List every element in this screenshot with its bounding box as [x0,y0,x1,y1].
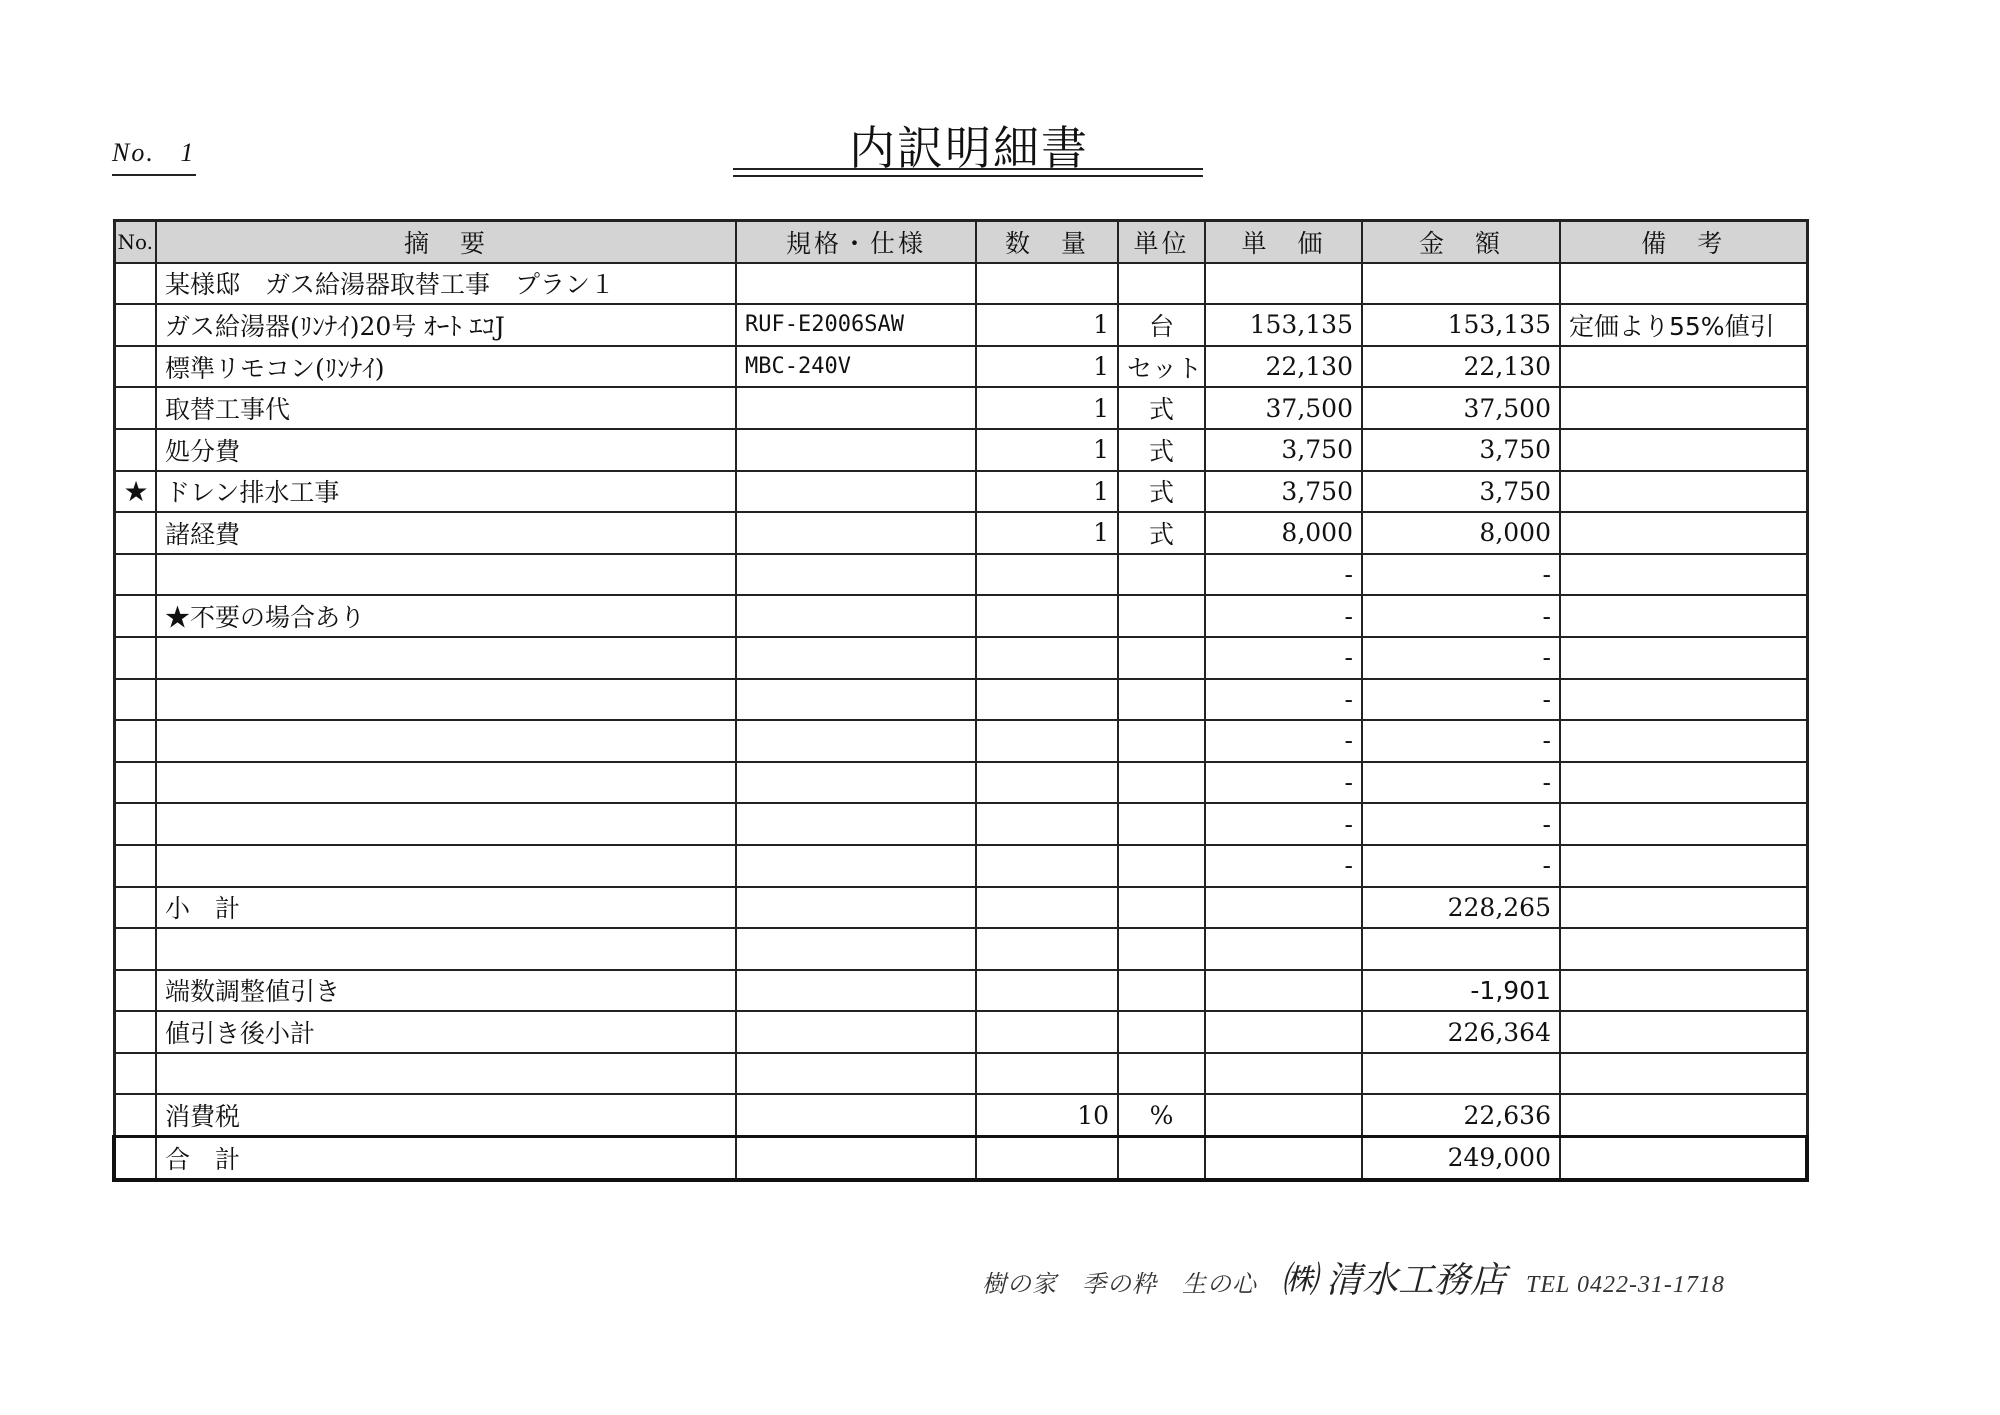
row-note [1560,263,1807,305]
row-description: 取替工事代 [156,387,736,429]
table-row [114,387,1807,429]
header-unit-price: 単 価 [1205,221,1362,263]
row-unit-price: 37,500 [1205,387,1362,429]
document-number-value: 1 [180,138,196,167]
row-no [114,512,156,554]
row-spec [736,637,976,679]
row-unit-price: - [1205,637,1362,679]
table-row [114,845,1807,887]
row-no [114,803,156,845]
row-qty [976,720,1118,762]
row-unit-price: - [1205,554,1362,596]
tax-amount: 22,636 [1362,1094,1560,1136]
row-spec [736,720,976,762]
row-spec: RUF-E2006SAW [736,304,976,346]
row-unit-price: - [1205,679,1362,721]
row-unit: 台 [1118,304,1205,346]
tax-label: 消費税 [156,1094,736,1136]
row-note [1560,429,1807,471]
total-row [114,1137,1807,1180]
row-spec [736,803,976,845]
row-spec [736,554,976,596]
row-qty: 1 [976,512,1118,554]
row-qty [976,637,1118,679]
row-qty: 1 [976,304,1118,346]
row-unit-price: - [1205,595,1362,637]
discount-label: 端数調整値引き [156,970,736,1012]
company-phone: TEL 0422-31-1718 [1526,1272,1725,1298]
row-qty [976,762,1118,804]
row-note: 定価より55%値引 [1560,304,1807,346]
tax-rate: 10 [976,1094,1118,1136]
row-no [114,845,156,887]
title-underline-double [733,175,1203,177]
table-row [114,263,1807,305]
row-unit-price: - [1205,762,1362,804]
row-amount: - [1362,554,1560,596]
after-discount-label: 値引き後小計 [156,1011,736,1053]
table-row [114,637,1807,679]
row-description: 某様邸 ガス給湯器取替工事 プラン１ [156,263,736,305]
row-amount [1362,263,1560,305]
row-spec [736,471,976,513]
row-note [1560,637,1807,679]
header-unit: 単位 [1118,221,1205,263]
document-number [112,138,196,176]
row-no [114,679,156,721]
discount-row [114,970,1807,1012]
row-unit [1118,845,1205,887]
subtotal-row [114,887,1807,929]
row-no [114,429,156,471]
page-title: 内訳明細書 [849,121,1089,175]
row-amount: - [1362,762,1560,804]
row-unit-price: - [1205,845,1362,887]
table-row [114,471,1807,513]
row-amount: 3,750 [1362,471,1560,513]
header-amount: 金 額 [1362,221,1560,263]
row-spec [736,263,976,305]
row-unit [1118,679,1205,721]
row-qty: 1 [976,429,1118,471]
row-amount: - [1362,637,1560,679]
row-description [156,845,736,887]
row-spec: MBC-240V [736,346,976,388]
row-no [114,595,156,637]
row-note [1560,346,1807,388]
subtotal-amount: 228,265 [1362,887,1560,929]
table-row [114,762,1807,804]
row-no [114,720,156,762]
row-qty [976,845,1118,887]
table-row [114,346,1807,388]
row-no [114,346,156,388]
row-description: 処分費 [156,429,736,471]
row-unit: 式 [1118,429,1205,471]
row-description: 標準リモコン(ﾘﾝﾅｲ) [156,346,736,388]
table-row [114,803,1807,845]
row-note [1560,762,1807,804]
row-qty: 1 [976,387,1118,429]
row-amount: 8,000 [1362,512,1560,554]
row-qty: 1 [976,346,1118,388]
table-row [114,720,1807,762]
row-spec [736,762,976,804]
row-note [1560,679,1807,721]
row-no [114,637,156,679]
title-underline [733,168,1203,170]
row-description: ドレン排水工事 [156,471,736,513]
row-unit [1118,762,1205,804]
row-qty [976,263,1118,305]
table-row [114,304,1807,346]
row-note [1560,512,1807,554]
row-unit: 式 [1118,471,1205,513]
table-row [114,595,1807,637]
table-row [114,429,1807,471]
row-unit: セット [1118,346,1205,388]
blank-row [114,928,1807,970]
row-description: ガス給湯器(ﾘﾝﾅｲ)20号 ｵｰﾄ ｴｺJ [156,304,736,346]
row-spec [736,512,976,554]
discount-amount: -1,901 [1362,970,1560,1012]
row-no [114,554,156,596]
row-description [156,554,736,596]
table-row [114,554,1807,596]
table-row [114,512,1807,554]
row-unit-price: - [1205,803,1362,845]
row-unit-price: 22,130 [1205,346,1362,388]
document-number-label: No. [112,138,155,167]
row-amount: - [1362,595,1560,637]
row-note [1560,803,1807,845]
row-unit [1118,637,1205,679]
row-spec [736,845,976,887]
breakdown-table [112,219,1809,1182]
company-name: ㈱ 清水工務店 [1281,1260,1507,1300]
row-spec [736,679,976,721]
row-amount: 153,135 [1362,304,1560,346]
row-unit [1118,263,1205,305]
total-label: 合 計 [156,1137,736,1180]
row-no [114,762,156,804]
row-qty [976,679,1118,721]
tax-row [114,1094,1807,1136]
row-qty [976,803,1118,845]
row-description [156,762,736,804]
total-amount: 249,000 [1362,1137,1560,1180]
row-amount: - [1362,720,1560,762]
row-description [156,637,736,679]
after-discount-row [114,1011,1807,1053]
row-unit-price [1205,263,1362,305]
row-description [156,679,736,721]
row-description: 諸経費 [156,512,736,554]
row-note [1560,845,1807,887]
row-no [114,263,156,305]
row-unit [1118,595,1205,637]
header-no: No. [114,221,156,263]
row-note [1560,471,1807,513]
row-unit-price: 8,000 [1205,512,1362,554]
row-qty: 1 [976,471,1118,513]
row-no: ★ [114,471,156,513]
row-unit-price: - [1205,720,1362,762]
row-note [1560,720,1807,762]
header-qty: 数 量 [976,221,1118,263]
row-qty [976,554,1118,596]
row-no [114,304,156,346]
header-description: 摘 要 [156,221,736,263]
row-amount: - [1362,845,1560,887]
row-note [1560,387,1807,429]
row-unit-price: 3,750 [1205,429,1362,471]
row-unit-price: 3,750 [1205,471,1362,513]
company-footer [982,1252,1725,1303]
row-spec [736,387,976,429]
blank-row [114,1053,1807,1095]
row-amount: 3,750 [1362,429,1560,471]
row-spec [736,429,976,471]
tax-rate-unit: % [1118,1094,1205,1136]
table-row [114,679,1807,721]
row-no [114,387,156,429]
row-description [156,803,736,845]
row-description: ★不要の場合あり [156,595,736,637]
row-unit-price: 153,135 [1205,304,1362,346]
after-discount-amount: 226,364 [1362,1011,1560,1053]
row-amount: - [1362,679,1560,721]
row-qty [976,595,1118,637]
row-description [156,720,736,762]
header-spec: 規格・仕様 [736,221,976,263]
row-unit [1118,554,1205,596]
row-amount: 37,500 [1362,387,1560,429]
row-unit [1118,803,1205,845]
row-unit: 式 [1118,387,1205,429]
row-unit: 式 [1118,512,1205,554]
table-header-row [114,221,1807,263]
row-unit [1118,720,1205,762]
row-amount: 22,130 [1362,346,1560,388]
row-note [1560,595,1807,637]
row-amount: - [1362,803,1560,845]
subtotal-label: 小 計 [156,887,736,929]
company-slogan: 樹の家 季の粋 生の心 [982,1272,1257,1298]
row-spec [736,595,976,637]
header-note: 備 考 [1560,221,1807,263]
row-note [1560,554,1807,596]
